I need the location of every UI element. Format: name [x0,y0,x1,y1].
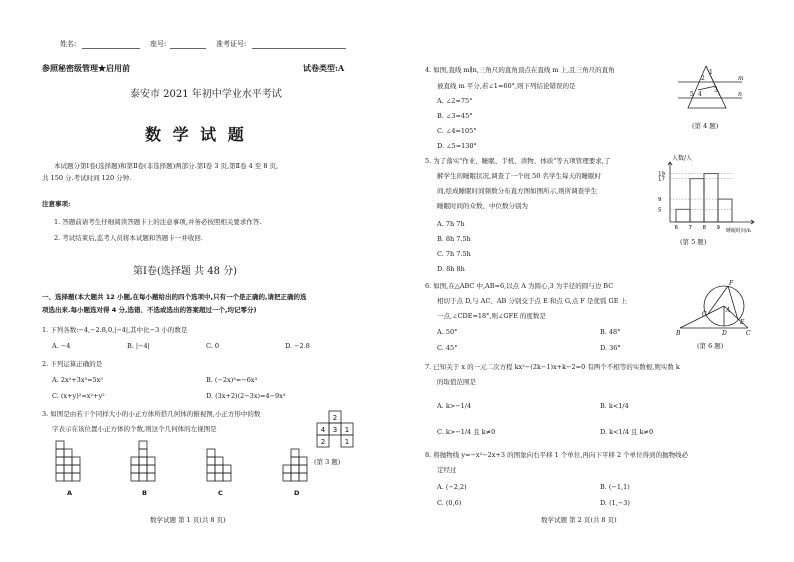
q8-option-a: A. (−2,2) [437,483,467,491]
q4-stem-2: 被直线 m 平分,若∠1=60°,则下列结论错误的是 [437,82,576,90]
grid-cell: 2 [332,414,338,422]
q5-stem-2: 解学生的睡眠状况,调查了一个班 50 名学生每天的睡眠时 [437,172,601,180]
q4-option-c: C. ∠4=105° [437,127,477,135]
q4-stem-1: 4. 如图,直线 m∥n,三角尺的直角顶点在直线 m 上,且三角尺的直角 [425,66,615,74]
svg-text:m: m [738,75,744,82]
q6-option-a: A. 50° [437,328,458,336]
x-tick-label: 8 [702,225,706,231]
grid-cell: 1 [344,426,350,434]
q5-option-d: D. 8h 8h [437,265,465,273]
x-tick-label: 6 [674,225,678,231]
svg-text:D: D [722,330,727,337]
section-instructions-1: 一、选择题(本大题共 12 小题,在每小题给出的四个选项中,只有一个是正确的,请把正确的选 [42,293,307,301]
svg-text:C: C [746,330,751,337]
y-axis-label: 人数/人 [672,155,693,162]
grid-cell: 4 [320,426,326,434]
q5-option-a: A. 7h 7h [437,220,465,228]
q3-label-d: D [294,489,300,497]
x-tick-label: 9 [716,225,720,231]
q2-option-d: D. (3x+2)(2−3x)=4−9x² [206,392,286,400]
left-footer: 数学试题 第 1 页(共 8 页) [150,516,226,524]
q1-option-b: B. |−4| [127,342,150,350]
q3-label-c: C [218,489,223,497]
histogram-bar [690,179,704,222]
q4-option-d: D. ∠5=130° [437,142,477,150]
q7-stem-1: 7. 已知关于 x 的一元二次方程 kx²−(2k−1)x+k−2=0 有两个不相等的实数根,则实数 k [425,363,680,371]
q7-option-c: C. k>−1/4 且 k≠0 [437,428,496,436]
q6-option-c: C. 45° [437,344,458,352]
svg-text:G: G [702,311,707,318]
name-label: 姓名: [60,40,77,48]
q2-option-c: C. (x+y)²=x²+y² [52,392,105,400]
q3-stem-2: 字表示在该位置小正方体的个数,则这个几何体的左视图是 [52,425,217,433]
q3-option-d-figure [282,440,318,486]
q6-option-d: D. 36° [600,344,621,352]
q8-stem-2: 定经过 [437,466,457,474]
q2-stem: 2. 下列运算正确的是 [42,360,103,368]
q3-option-c-figure [206,440,242,486]
note-1: 1. 答题前请考生仔细阅读答题卡上的注意事项,并务必按照相关要求作答. [54,218,262,226]
svg-text:2: 2 [701,75,705,82]
section-instructions-2: 项选出来.每小题选对得 4 分,选错、不选或选出的答案超过一个,均记零分) [42,306,257,314]
grid-cell: 3 [332,426,338,434]
q5-stem-1: 5. 为了落实"作业、睡眠、手机、读物、体质"等五项管理要求,了 [425,157,611,165]
q1-option-a: A. −4 [52,342,71,350]
q7-option-b: B. k<1/4 [600,402,629,410]
q5-caption: (第 5 题) [680,238,707,246]
q2-option-b: B. (−2x)³=−6x³ [206,376,258,384]
x-axis-label: 睡眠时间/h [726,228,751,234]
seat-label: 座号: [150,40,167,48]
seat-blank [170,48,206,49]
x-tick-label: 7 [688,225,692,231]
svg-text:3: 3 [714,87,718,94]
q5-option-b: B. 8h 7.5h [437,235,471,243]
q2-option-a: A. 2x²+3x³=5x⁵ [52,376,103,384]
q7-stem-2: 的取值范围是 [437,378,476,386]
q1-option-c: C. 0 [206,342,220,350]
q6-stem-1: 6. 如图,在△ABC 中,AB=6,以点 A 为圆心,3 为半径的圆与边 BC [425,282,614,290]
svg-text:1: 1 [709,69,713,76]
q3-option-a-figure [55,440,91,486]
right-footer: 数学试题 第 2 页(共 8 页) [541,516,617,524]
confidential-label: 参照秘密级管理★启用前 [42,63,130,73]
subject-title: 数 学 试 题 [145,125,247,144]
q4-figure [676,62,746,114]
q6-stem-3: 一点,∠CDE=18°,则∠GFE 的度数是 [437,312,546,320]
ticket-blank [252,48,346,49]
histogram-bar [704,174,718,222]
q1-stem: 1. 下列各数:−4,−2.8,0,|−4|,其中比−3 小的数是 [42,326,188,334]
intro-line-1: 本试题分第Ⅰ卷(选择题)和第Ⅱ卷(非选择题)两部分.第Ⅰ卷 3 页,第Ⅱ卷 4 至 8 页, [54,162,279,170]
q6-caption: (第 6 题) [697,342,724,350]
y-tick-label: 9 [658,197,662,204]
q8-stem-1: 8. 将抛物线 y=−x²−2x+3 的图象向右平移 1 个单位,再向下平移 2 个单位得到的抛物线必 [425,451,689,459]
paper-type: 试卷类型:A [303,63,345,73]
q4-option-b: B. ∠3=45° [437,112,473,120]
q8-option-c: C. (0,6) [437,499,462,507]
name-blank [82,48,140,49]
q6-option-b: B. 48° [600,328,621,336]
q4-caption: (第 4 题) [692,122,719,130]
q5-histogram [650,152,760,234]
q3-stem-1: 3. 如图是由若干个同样大小的小正方体所搭几何体的俯视图,小正方形中的数 [42,410,261,418]
part-title: 第Ⅰ卷(选择题 共 48 分) [133,266,238,277]
q5-stem-4: 睡眠时间的众数、中位数分别为 [437,202,528,210]
grid-cell: 2 [320,438,326,446]
q3-option-b-figure [130,440,166,486]
svg-text:A: A [726,307,731,314]
q3-top-view-grid [316,410,356,450]
q1-option-d: D. −2.8 [285,342,310,350]
y-tick-label: 19 [658,171,665,178]
notes-title: 注意事项: [42,200,71,208]
svg-text:5: 5 [690,91,694,98]
grid-cell: 1 [344,438,350,446]
svg-text:E: E [740,319,745,326]
q6-figure [676,280,756,338]
q3-label-a: A [67,489,73,497]
q3-caption: (第 3 题) [314,458,341,466]
q7-option-d: D. k<1/4 且 k≠0 [600,428,654,436]
histogram-bar [676,209,690,222]
histogram-bar [718,199,732,222]
svg-text:n: n [738,91,742,98]
q3-label-b: B [142,489,147,497]
q8-option-b: B. (−1,1) [600,483,630,491]
ticket-label: 准考证号: [216,40,247,48]
q4-option-a: A. ∠2=75° [437,97,473,105]
exam-title: 泰安市 2021 年初中学业水平考试 [130,89,282,100]
y-tick-label: 5 [658,207,662,214]
q7-option-a: A. k>−1/4 [437,402,472,410]
svg-text:F: F [729,280,734,287]
y-tick-label: 17 [658,176,665,183]
svg-text:4: 4 [698,91,702,98]
intro-line-2: 共 150 分.考试时间 120 分钟. [42,174,132,182]
svg-text:B: B [676,330,681,337]
q6-stem-2: 相切于点 D,与 AC、AB 分别交于点 E 和点 G,点 F 是优弧 GE 上 [437,297,628,305]
note-2: 2. 考试结束后,监考人员将本试题和答题卡一并收回. [54,234,203,242]
q5-option-c: C. 7h 7.5h [437,250,471,258]
q8-option-d: D. (1,−3) [600,499,630,507]
q5-stem-3: 间,绘成睡眠时间频数分布直方图如图所示,则所调查学生 [437,187,598,195]
